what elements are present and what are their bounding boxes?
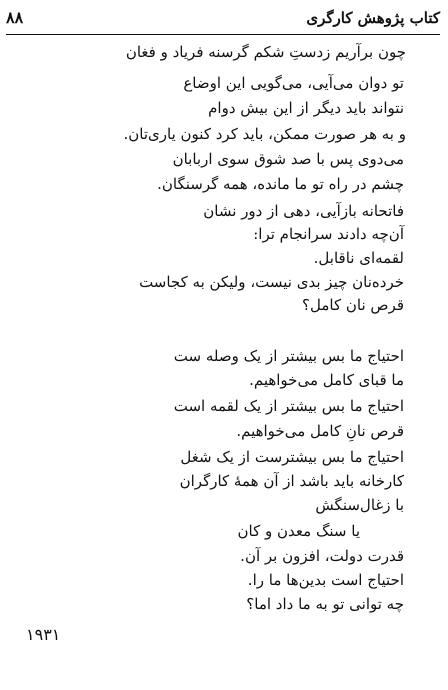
poem-line: می‌دوی پس با صد شوق سوی اربابان (172, 150, 404, 168)
page-number: ۸۸ (6, 8, 24, 27)
running-title: کتاب پژوهش کارگری (306, 9, 440, 27)
poem-line: آن‌چه دادند سرانجام ترا: (253, 225, 404, 243)
poem-line: تو دوان می‌آیی، می‌گویی این اوضاع (183, 74, 404, 92)
poem-line: و به هر صورت ممکن، باید کرد کنون یاری‌تان. (123, 125, 406, 143)
poem-line: احتیاج ما بس بیشترست از یک شغل (180, 448, 404, 466)
poem-line: لقمه‌ای ناقابل. (313, 249, 404, 267)
poem-line: احتیاج ما بس بیشتر از یک وصله ست (173, 347, 404, 365)
poem-year: ۱۹۳۱ (26, 625, 61, 644)
poem-line: قرص نان کامل؟ (302, 296, 404, 314)
poem-line: قرص نانِ کامل می‌خواهیم. (236, 422, 404, 440)
poem-line: یا سنگ معدن و کان (237, 522, 360, 540)
poem-line: فاتحانه بازآیی، دهی از دور نشان (203, 202, 404, 220)
poem-line: کارخانه باید باشد از آن همهٔ کارگران (179, 472, 404, 490)
poem-line: با زغال‌سنگش (315, 496, 404, 514)
poem-line: احتیاج است بدین‌ها ما را. (247, 571, 404, 589)
poem-line: احتیاج ما بس بیشتر از یک لقمه است (173, 397, 404, 415)
poem-line: ما قبای کامل می‌خواهیم. (249, 371, 404, 389)
poem-line: چون برآریم زدستِ شکم گرسنه فریاد و فغان (125, 43, 406, 61)
poem-line: خرده‌نان چیز بدی نیست، ولیکن به کجاست (139, 273, 404, 291)
poem-line: قدرت دولت، افزون بر آن. (240, 547, 404, 565)
poem-line: چشم در راه تو ما مانده، همه گرسنگان. (157, 175, 404, 193)
poem-line: نتواند باید دیگر از این بیش دوام (208, 99, 404, 117)
poem-line: چه توانی تو به ما داد اما؟ (246, 595, 404, 613)
